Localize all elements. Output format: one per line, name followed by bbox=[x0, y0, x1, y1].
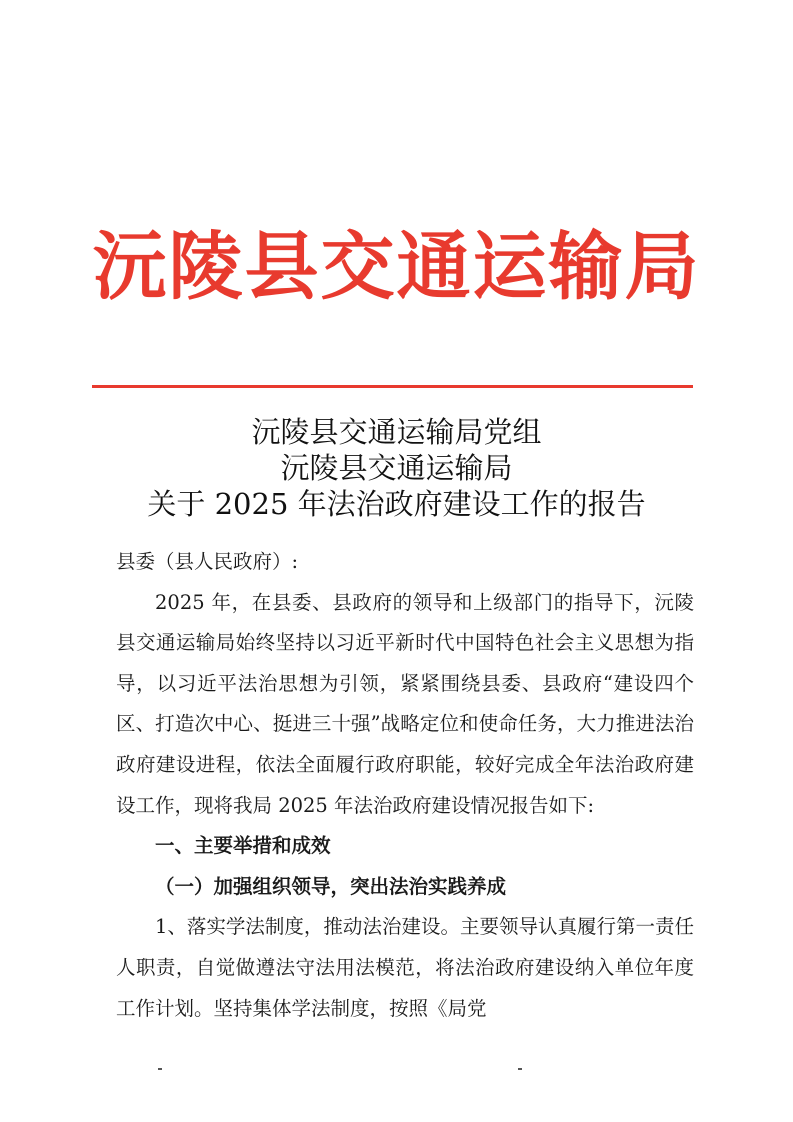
report-body bbox=[116, 542, 694, 1029]
section-heading-1: 一、主要举措和成效 bbox=[155, 834, 331, 858]
salutation: 县委（县人民政府）: bbox=[116, 550, 299, 573]
intro-paragraph: 2025 年，在县委、县政府的领导和上级部门的指导下，沅陵县交通运输局始终坚持以习近平新时代中国特色社会主义思想为指导，以习近平法治思想为引领，紧紧围绕县委、县政府“建设四个区、打造次中心、挺进三十强”战略定位和使命任务，大力推进法治政府建设进程，依法全面履行政府职能，较好完成全年法治政府建设工作，现将我局 2025 年法治政府建设情况报告如下: bbox=[116, 590, 694, 817]
title-line-1: 沅陵县交通运输局党组 bbox=[251, 415, 542, 449]
title-line-2: 沅陵县交通运输局 bbox=[280, 451, 513, 485]
scan-mark-right bbox=[518, 1068, 522, 1070]
red-divider-line bbox=[92, 385, 693, 388]
letterhead-title: 沅陵县交通运输局 bbox=[92, 224, 701, 310]
subsection-heading-1: （一）加强组织领导，突出法治实践养成 bbox=[155, 874, 507, 898]
report-title bbox=[0, 414, 793, 522]
item-paragraph-1: 1、落实学法制度，推动法治建设。主要领导认真履行第一责任人职责，自觉做遵法守法用法模范，将法治政府建设纳入单位年度工作计划。坚持集体学法制度，按照《局党 bbox=[116, 915, 694, 1020]
title-line-3: 关于 2025 年法治政府建设工作的报告 bbox=[147, 487, 646, 521]
scan-mark-left bbox=[158, 1068, 162, 1070]
